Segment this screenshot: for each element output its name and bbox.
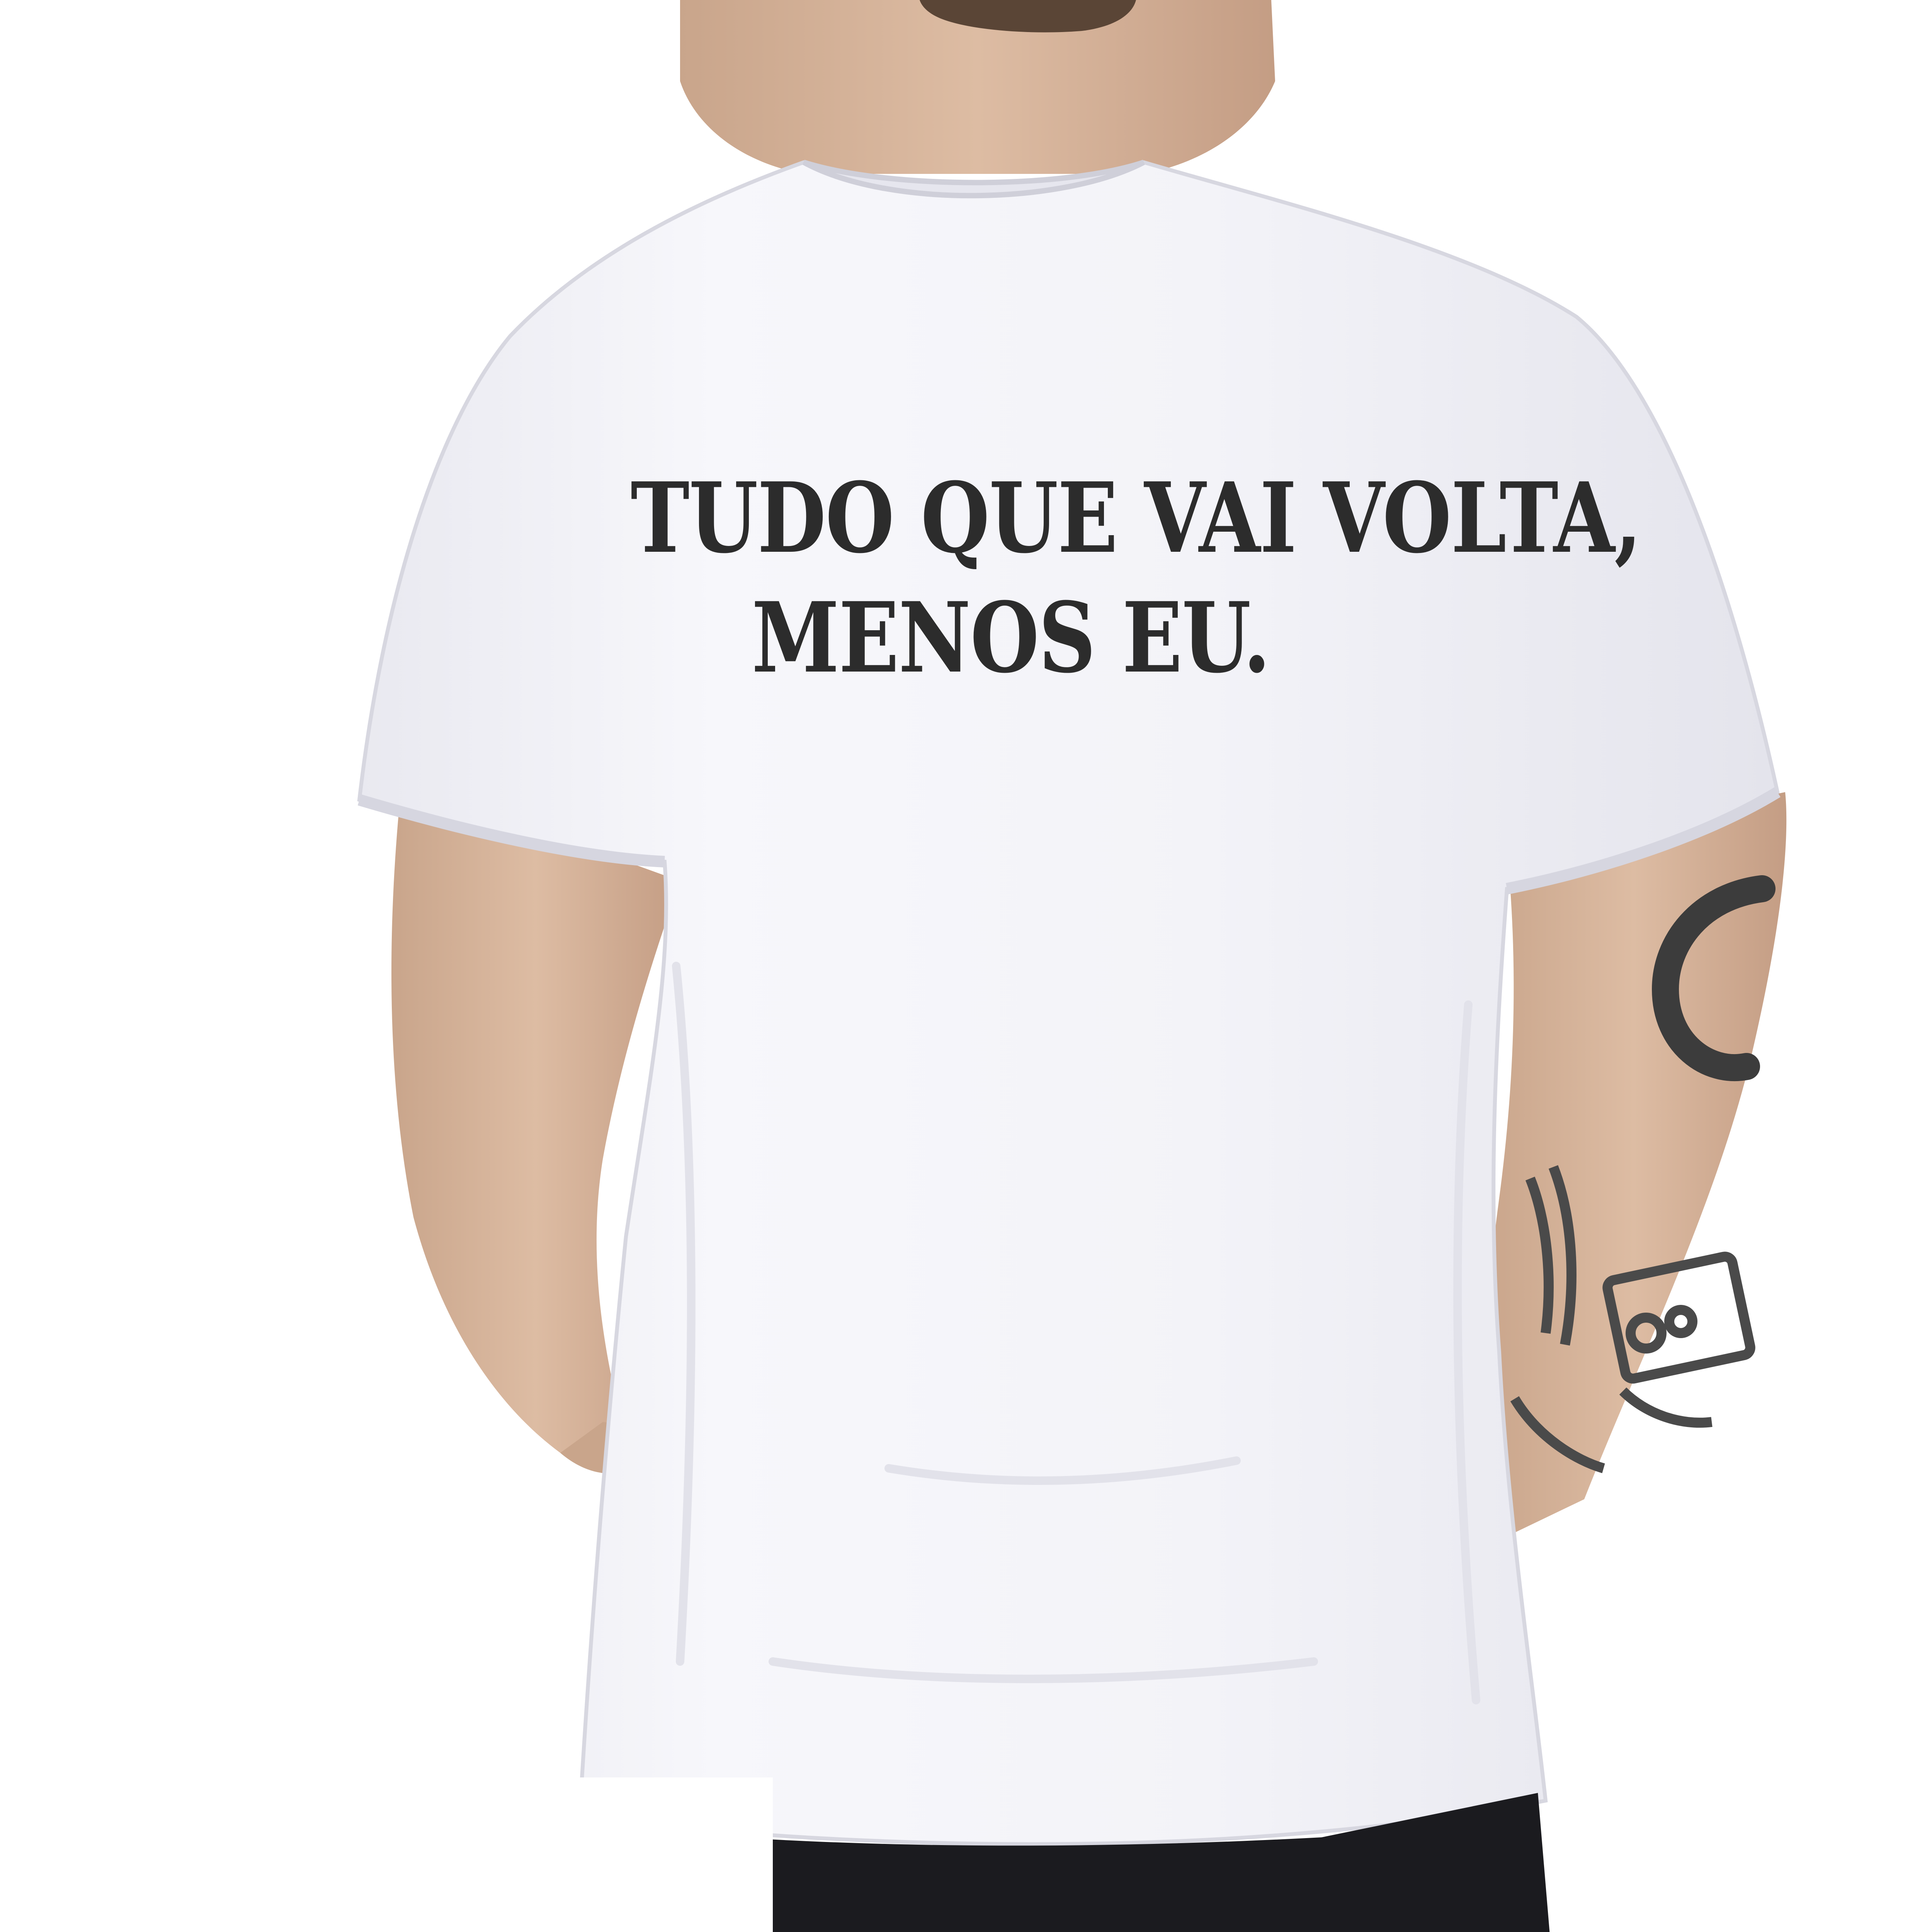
print-line-2: MENOS EU.	[752, 581, 1270, 694]
print-line-1: TUDO QUE VAI VOLTA,	[631, 461, 1641, 575]
overlay-patch	[77, 1777, 773, 1932]
shirt-print-text	[631, 460, 1641, 699]
